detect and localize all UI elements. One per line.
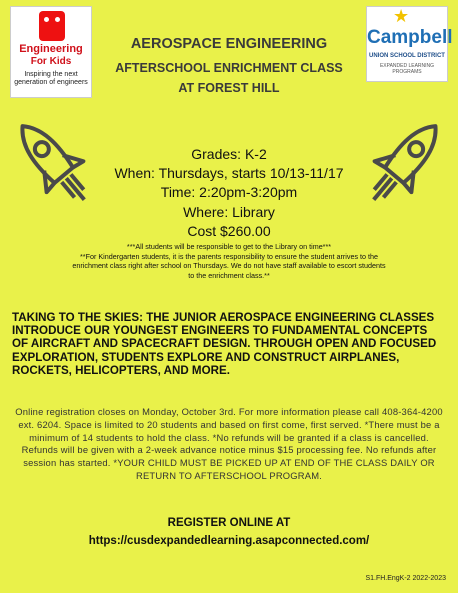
register-url-link[interactable]: https://cusdexpandedlearning.asapconnected.com/	[88, 535, 370, 547]
notes-line1: ***All students will be responsible to get to the Library on time***	[126, 242, 332, 251]
grades-text: Grades: K-2	[191, 146, 267, 162]
engineering-for-kids-logo	[10, 6, 92, 98]
document-code: S1.FH.EngK-2 2022-2023	[365, 575, 446, 582]
efk-logo-line1: Engineering	[19, 43, 83, 55]
notes-block	[70, 242, 388, 280]
registration-info: Online registration closes on Monday, October 3rd. For more information please call 408-364-4200 ext. 6204. Space is limited to 20 students and based on first come, first served. *There must be a minimum of 14 students to hold the class. *No refunds will be granted if a class is cancelled. Refunds will be given with a 2-week advance notice minus $15 processing fee. No refunds after session has started. *YOUR CHILD MUST BE PICKED UP AT END OF THE CLASS DAILY OR RETURN TO AFTERSCHOOL PROGRAM.	[15, 406, 443, 481]
campbell-district-logo	[366, 6, 453, 82]
register-heading: REGISTER ONLINE AT	[167, 517, 291, 529]
campbell-logo-subtitle: UNION SCHOOL DISTRICT	[369, 53, 445, 59]
robot-icon	[39, 11, 65, 41]
when-text: When: Thursdays, starts 10/13-11/17	[114, 165, 344, 181]
rocket-icon-right	[352, 106, 452, 236]
campbell-logo-word: Campbell	[367, 27, 453, 48]
class-description: TAKING TO THE SKIES: THE JUNIOR AEROSPACE ENGINEERING CLASSES INTRODUCE OUR YOUNGEST ENGINEERS TO FUNDAMENTAL CONCEPTS OF AIRCRAFT AND SPACECRAFT DESIGN. THROUGH OPEN AND FOCUSED EXPLORATION, STUDENTS EXPLORE AND CONSTRUCT AIRPLANES, ROCKETS, HELICOPTERS, AND MORE.	[12, 311, 437, 377]
page-title: AEROSPACE ENGINEERING	[130, 36, 328, 52]
notes-line2: **For Kindergarten students, it is the parents responsibility to ensure the student arrives to the enrichment class right after school on Thursdays. We do not have staff available to escort students to the enrichment class.**	[72, 251, 386, 280]
star-icon: ★	[393, 6, 410, 26]
campbell-logo-subtitle2: EXPANDED LEARNING PROGRAMS	[379, 63, 435, 75]
efk-logo-line2: For Kids	[30, 56, 72, 67]
efk-logo-tagline: Inspiring the next generation of engineers	[14, 71, 88, 86]
where-text: Where: Library	[183, 204, 275, 220]
page-subtitle-line2: AT FOREST HILL	[178, 81, 280, 95]
rocket-icon-left	[6, 106, 106, 236]
cost-text: Cost $260.00	[187, 223, 271, 239]
time-text: Time: 2:20pm-3:20pm	[160, 184, 298, 200]
page-subtitle-line1: AFTERSCHOOL ENRICHMENT CLASS	[115, 61, 343, 75]
